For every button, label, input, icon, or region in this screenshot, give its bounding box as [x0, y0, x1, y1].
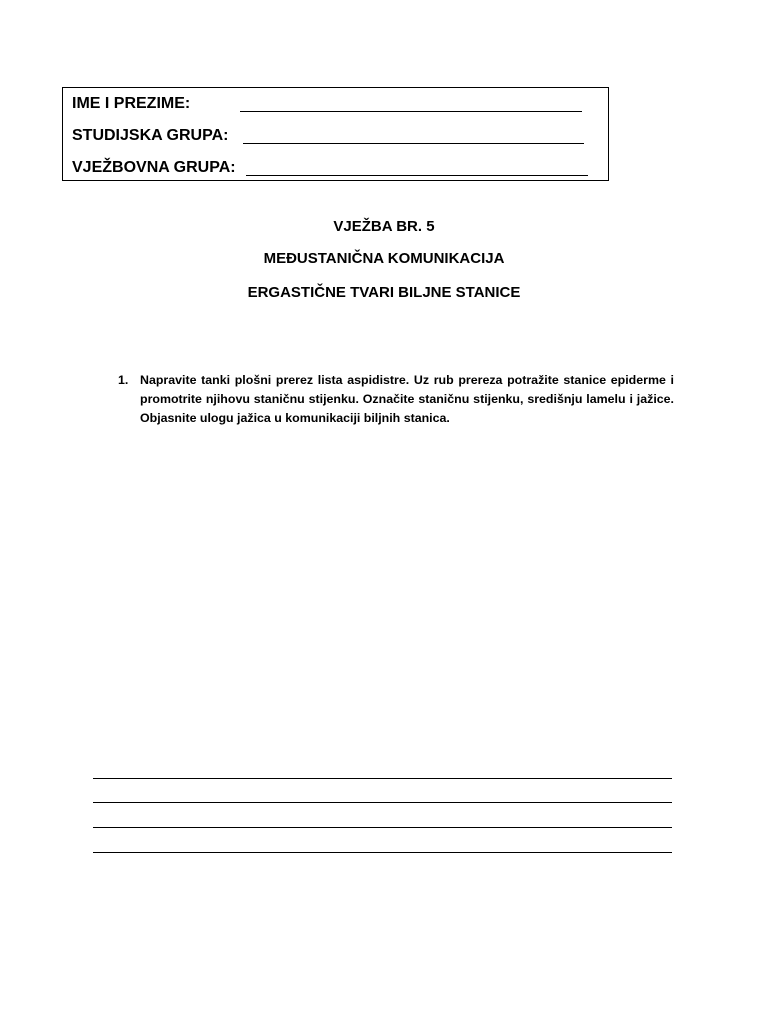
- answer-line[interactable]: [93, 778, 672, 779]
- name-label: IME I PREZIME:: [72, 95, 191, 112]
- task-text: Napravite tanki plošni prerez lista aspidistre. Uz rub prereza potražite stanice epiderme i promotrite njihovu staničnu stijenku. Označite staničnu stijenku, središnju lamelu i jažice. Objasnite ulogu jažica u komunikaciji biljnih stanica.: [140, 373, 674, 425]
- task-item: [118, 371, 674, 428]
- answer-line[interactable]: [93, 827, 672, 828]
- exercise-number-heading: VJEŽBA BR. 5: [333, 218, 435, 235]
- study-group-label: STUDIJSKA GRUPA:: [72, 127, 229, 144]
- study-group-fill-line[interactable]: [243, 143, 584, 144]
- study-group-row: [72, 126, 228, 146]
- name-row: [72, 94, 190, 114]
- exercise-group-fill-line[interactable]: [246, 175, 588, 176]
- exercise-group-label: VJEŽBOVNA GRUPA:: [72, 159, 236, 176]
- answer-line[interactable]: [93, 852, 672, 853]
- exercise-group-row: [72, 158, 236, 178]
- answer-line[interactable]: [93, 802, 672, 803]
- topic-heading-1: MEĐUSTANIČNA KOMUNIKACIJA: [263, 250, 505, 267]
- name-fill-line[interactable]: [240, 111, 582, 112]
- task-number: 1.: [118, 373, 129, 387]
- topic-heading-2: ERGASTIČNE TVARI BILJNE STANICE: [247, 284, 521, 301]
- student-info-box: [62, 87, 609, 181]
